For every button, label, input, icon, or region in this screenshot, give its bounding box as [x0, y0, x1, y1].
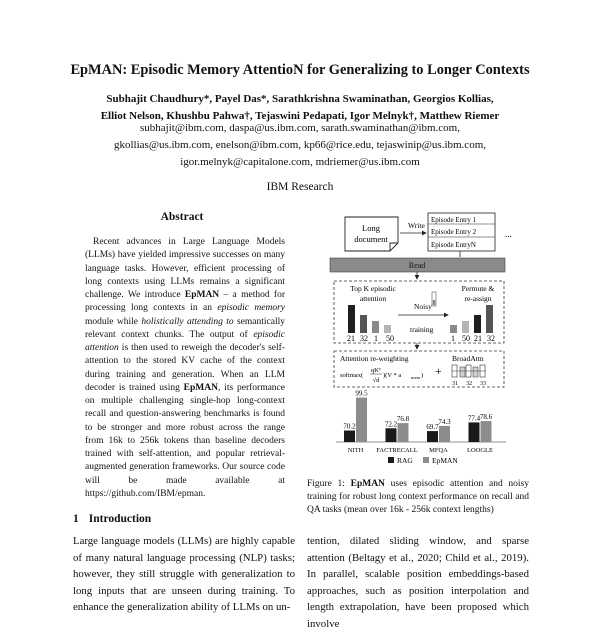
formula-rest: )(V * a [383, 372, 402, 379]
permuted-value: 21 [474, 334, 482, 343]
noisy-label-2: training [410, 325, 434, 334]
noise-icon [432, 292, 436, 306]
value-label-rag-mfqa: 69.7 [426, 423, 439, 432]
read-label: Read [408, 261, 426, 270]
broadattn-value: 32 [466, 381, 472, 387]
category-label-factrecall: FACTRECALL [376, 447, 418, 454]
emails-line-1: subhajit@ibm.com, daspa@us.ibm.com, sarath.swaminathan@ibm.com, [139, 122, 460, 134]
abstract-epman-1: EpMAN [184, 290, 220, 300]
permuted-bars [450, 305, 493, 333]
bar-epman-nith [356, 398, 367, 442]
topk-bar [348, 305, 355, 333]
formula-numerator: qKᵀ [370, 367, 382, 374]
abstract-part-2: – a method for processing long contexts in an [85, 290, 285, 314]
abstract-part-3: module while [85, 316, 142, 327]
topk-bar [384, 325, 391, 333]
email-list [30, 120, 570, 171]
episode-entry-1: Episode Entry 1 [431, 216, 477, 224]
permuted-bar [486, 305, 493, 333]
value-label-epman-factrecall: 76.8 [396, 415, 410, 424]
abstract-em-1: episodic memory [217, 303, 285, 314]
value-label-rag-loogle: 77.4 [467, 414, 481, 423]
intro-col2-text: tention, dilated sliding window, and sparse attention (Beltagy et al., 2020; Child et al., 2019). In parallel, scalable position embeddings-based approaches, such as position interpolation and length extrapolation, have been proposed which involve [307, 535, 529, 630]
authors-line-1: Subhajit Chaudhury*, Payel Das*, Sarathkrishna Swaminathan, Georgios Kollias, [106, 93, 494, 105]
chart-legend [388, 456, 458, 465]
value-label-rag-nith: 70.2 [343, 422, 356, 431]
topk-bar [372, 321, 379, 333]
permuted-bar [474, 315, 481, 333]
intro-col1-text: Large language models (LLMs) are highly capable of many natural language processing (NLP) tasks; however, they still struggle with generalization to long inputs that are unseen during training. To enhance the generalization ability of LLMs on un- [73, 535, 295, 614]
formula-softmax: softmax( [340, 372, 364, 379]
results-bar-chart [336, 390, 506, 454]
category-label-mfqa: MFQA [429, 447, 448, 454]
episode-ellipsis: ... [505, 229, 512, 239]
abstract-body [85, 236, 285, 501]
intro-section-title: Introduction [88, 513, 152, 525]
broadattn-label: BroadAttn [452, 354, 484, 363]
topk-bar [360, 315, 367, 333]
intro-heading [73, 513, 151, 525]
bar-epman-factrecall [398, 423, 409, 442]
topk-bars [348, 305, 391, 333]
permuted-bar [462, 321, 469, 333]
topk-value: 21 [347, 334, 355, 343]
permute-label-2: re-assign [464, 294, 492, 303]
abstract-part-5: is then used to reweigh the decoder's self-attention to the stored KV cache of the context during training and generation. When an LLM decoder is trained using [85, 343, 285, 393]
noisy-label-1: Noisy [414, 302, 432, 311]
abstract-part-4: semantically relevant context chunks. The output of [85, 316, 285, 340]
topk-value: 32 [360, 334, 368, 343]
paper-title: EpMAN: Episodic Memory AttentioN for Generalizing to Longer Contexts [70, 62, 530, 78]
episode-entry-n: Episode EntryN [431, 241, 476, 249]
formula-subscript: mem [411, 375, 420, 380]
value-label-epman-loogle: 78.6 [479, 413, 493, 422]
topk-value: 1 [374, 334, 378, 343]
abstract-part-6: , its performance on multiple challenging single-hop long-context recall and question-answering benchmarks is found to be stronger and more robust across the range from 16k to 256k tokens than baseline decoders trained with self-attention, and popular retrieval-augmented generation frameworks. Our source code will be made available at https://github.com/IBM/epman. [85, 382, 285, 499]
emails-line-2: gkollias@us.ibm.com, enelson@ibm.com, kp66@rice.edu, tejaswinip@us.ibm.com, [114, 139, 486, 151]
permuted-value: 32 [487, 334, 495, 343]
formula-denominator: √d [372, 377, 380, 384]
value-label-epman-mfqa: 74.3 [438, 417, 451, 426]
abstract-part-1: Recent advances in Large Language Models (LLMs) have yielded impressive successes on many language tasks. However, efficient processing of long contexts using LLMs remains a significant challenge. We introduce [85, 237, 285, 300]
permuted-value: 1 [451, 334, 455, 343]
bar-epman-mfqa [439, 426, 450, 442]
abstract-heading: Abstract [160, 211, 204, 223]
permuted-value: 50 [462, 334, 470, 343]
legend-rag-label: RAG [397, 456, 413, 465]
topk-label-2: attention [359, 294, 387, 303]
topk-label-1: Top K episodic [350, 284, 396, 293]
caption-text: uses episodic attention and noisy training for robust long context performance on recall and QA tasks (mean over 16k - 256k context lengths) [307, 479, 529, 516]
intro-section-number: 1 [73, 513, 79, 525]
bar-rag-loogle [469, 422, 480, 442]
figure-caption [307, 478, 529, 518]
value-label-epman-nith: 99.5 [355, 389, 368, 398]
value-label-rag-factrecall: 72.2 [384, 420, 398, 429]
legend-rag-swatch [388, 457, 394, 463]
attn-reweight-label: Attention re-weighting [340, 354, 409, 363]
figure-1 [300, 205, 536, 477]
broadattn-bars [452, 365, 486, 377]
formula-close: ) [421, 372, 424, 379]
category-label-loogle: LOOGLE [467, 447, 493, 454]
emails-line-3: igor.melnyk@capitalone.com, mdriemer@us.ibm.com [180, 156, 420, 168]
long-doc-label-2: document [354, 234, 388, 244]
bar-rag-factrecall [386, 428, 397, 442]
episode-entry-2: Episode Entry 2 [431, 228, 477, 236]
long-doc-label-1: Long [362, 223, 380, 233]
write-label: Write [408, 221, 425, 230]
abstract-em-2: holistically attending to [141, 316, 234, 327]
broadattn-value: 31 [452, 381, 458, 387]
abstract-epman-2: EpMAN [183, 382, 218, 393]
bar-epman-loogle [481, 421, 492, 442]
topk-value: 50 [386, 334, 394, 343]
legend-epman-label: EpMAN [432, 456, 458, 465]
abstract-em-3: episodic attention [85, 329, 285, 353]
caption-label: Figure 1: [307, 479, 345, 489]
broadattn-value: 33 [480, 381, 486, 387]
permute-label-1: Permute & [461, 284, 495, 293]
institution: IBM Research [266, 181, 334, 193]
legend-epman-swatch [423, 457, 429, 463]
bar-rag-nith [344, 431, 355, 442]
category-label-nith: NITH [347, 447, 364, 454]
plus-sign: + [435, 364, 442, 378]
bar-rag-mfqa [427, 431, 438, 442]
caption-epman: EpMAN [350, 479, 385, 489]
permuted-bar [450, 325, 457, 333]
authors-line-2: Elliot Nelson, Khushbu Pahwa†, Tejaswini Pedapati, Igor Melnyk†, Matthew Riemer [100, 110, 500, 122]
